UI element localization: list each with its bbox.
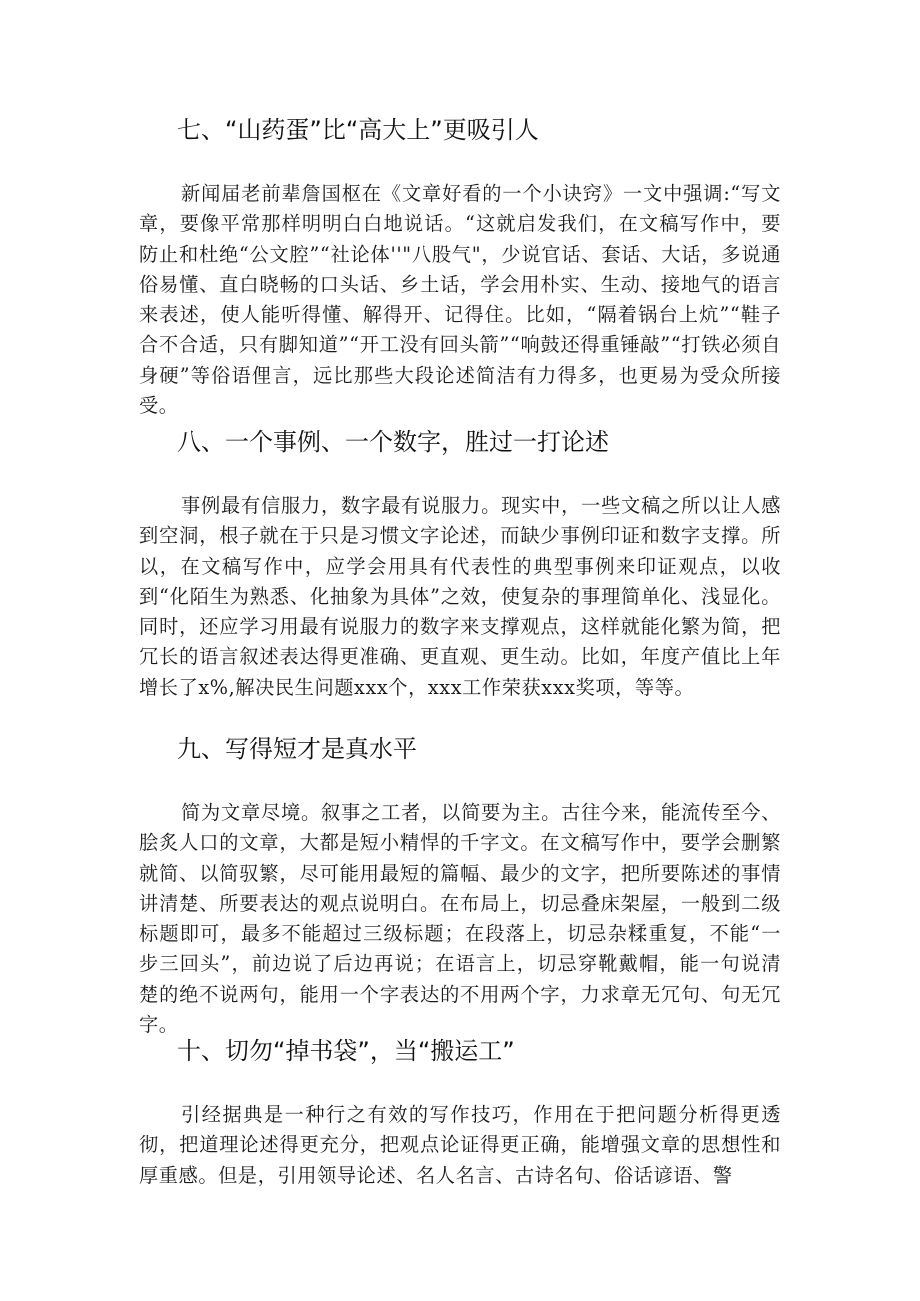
- section-paragraph: 引经据典是一种行之有效的写作技巧，作用在于把问题分析得更透彻，把道理论述得更充分，把观点论证得更正确，能增强文章的思想性和厚重感。但是，引用领导论述、名人名言、古诗名句、俗话谚语、警: [139, 1103, 781, 1187]
- section-paragraph: 事例最有信服力，数字最有说服力。现实中，一些文稿之所以让人感到空洞，根子就在于只是习惯文字论述，而缺少事例印证和数字支撑。所以，在文稿写作中，应学会用具有代表性的典型事例来印证观点，以收到“化陌生为熟悉、化抽象为具体”之效，使复杂的事理简单化、浅显化。同时，还应学习用最有说服力的数字来支撑观点，这样就能化繁为简，把冗长的语言叙述表达得更准确、更直观、更生动。比如，年度产值比上年增长了x%,解决民生问题xxx个，xxx工作荣获xxx奖项，等等。: [139, 494, 781, 699]
- section-heading: 八、一个事例、一个数字，胜过一打论述: [177, 428, 609, 456]
- section-7: [139, 114, 781, 421]
- section-10: [139, 1035, 781, 1191]
- section-8: [139, 426, 781, 703]
- section-9: [139, 733, 781, 1040]
- section-paragraph: 新闻届老前辈詹国枢在《文章好看的一个小诀窍》一文中强调:“写文章，要像平常那样明明白白地说话。“这就启发我们，在文稿写作中，要防止和杜绝“公文腔”“社论体''"八股气"，少说官话、套话、大话，多说通俗易懂、直白晓畅的口头话、乡土话，学会用朴实、生动、接地气的语言来表述，使人能听得懂、解得开、记得住。比如，“隔着锅台上炕”“鞋子合不合适，只有脚知道”“开工没有回头箭”“响鼓还得重锤敲”“打铁必须自身硬”等俗语俚言，远比那些大段论述简洁有力得多，也更易为受众所接受。: [139, 182, 781, 418]
- section-heading: 九、写得短才是真水平: [177, 735, 417, 763]
- section-heading: 十、切勿“掉书袋”，当“搬运工”: [177, 1037, 515, 1065]
- section-paragraph: 简为文章尽境。叙事之工者，以简要为主。古往今来，能流传至今、脍炙人口的文章，大都是短小精悍的千字文。在文稿写作中，要学会删繁就简、以简驭繁，尽可能用最短的篇幅、最少的文字，把所要陈述的事情讲清楚、所要表达的观点说明白。在布局上，切忌叠床架屋，一般到二级标题即可，最多不能超过三级标题；在段落上，切忌杂糅重复，不能“一步三回头”，前边说了后边再说；在语言上，切忌穿靴戴帽，能一句说清楚的绝不说两句，能用一个字表达的不用两个字，力求章无冗句、句无冗字。: [139, 801, 781, 1037]
- section-heading: 七、“山药蛋”比“高大上”更吸引人: [177, 116, 539, 144]
